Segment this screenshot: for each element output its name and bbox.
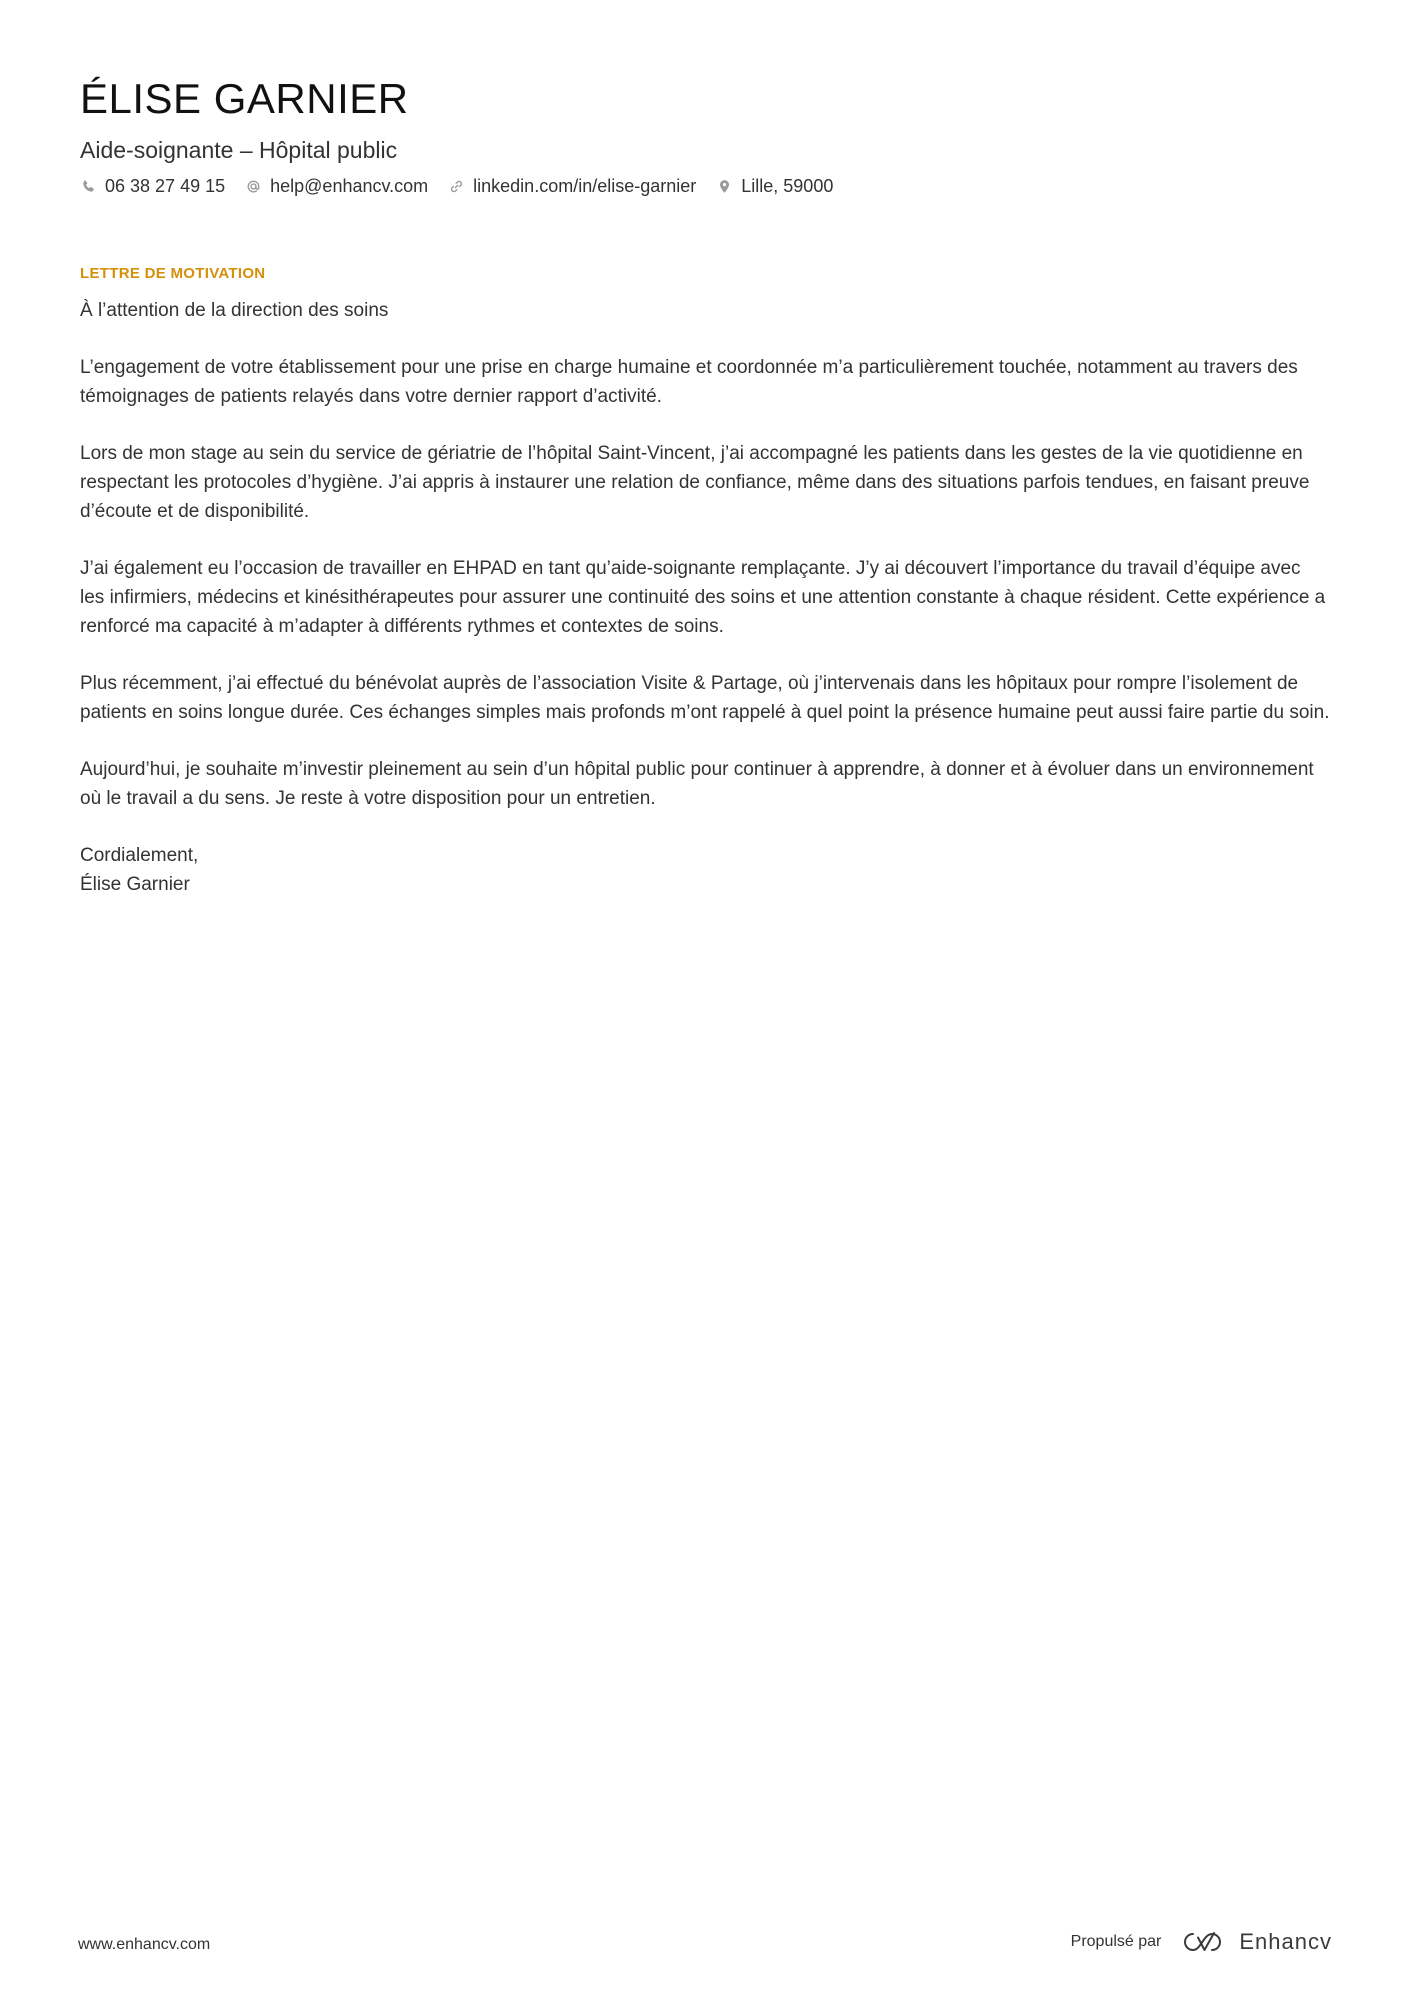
salutation: À l’attention de la direction des soins: [80, 300, 389, 321]
link-icon: [448, 178, 464, 194]
contact-linkedin: [448, 174, 696, 198]
section-title: LETTRE DE MOTIVATION: [80, 265, 266, 282]
candidate-name: ÉLISE GARNIER: [80, 75, 409, 122]
contact-bar: [80, 174, 1330, 198]
paragraph-5: Aujourd’hui, je souhaite m’investir pleinement au sein d’un hôpital public pour continuer à apprendre, à donner et à évoluer dans un environnement où le travail a du sens. Je reste à votre disposition pour un entretien.: [80, 759, 1314, 809]
signature: Élise Garnier: [80, 874, 190, 895]
contact-location: [716, 174, 833, 198]
paragraph-4: Plus récemment, j’ai effectué du bénévolat auprès de l’association Visite & Partage, où j’intervenais dans les hôpitaux pour rompre l’isolement de patients en soins longue durée. Ces échanges simples mais profonds m’ont rappelé à quel point la présence humaine peut aussi faire partie du soin.: [80, 673, 1330, 723]
linkedin-text: linkedin.com/in/elise-garnier: [473, 176, 697, 196]
enhancv-logo-icon: [1181, 1929, 1227, 1955]
letter-body: [80, 264, 1330, 899]
contact-email: [245, 174, 428, 198]
powered-by: [1071, 1929, 1332, 1955]
map-pin-icon: [716, 178, 732, 194]
contact-phone: [80, 174, 225, 198]
footer-url-link[interactable]: www.enhancv.com: [78, 1936, 211, 1953]
paragraph-3: J’ai également eu l’occasion de travailler en EHPAD en tant qu’aide-soignante remplaçante. J’y ai découvert l’importance du travail d’équipe avec les infirmiers, médecins et kinésithérapeutes pour assurer une continuité des soins et une attention constante à chaque résident. Cette expérience a renforcé ma capacité à m’adapter à différents rythmes et contextes de soins.: [80, 558, 1326, 637]
paragraph-2: Lors de mon stage au sein du service de gériatrie de l’hôpital Saint-Vincent, j’ai accompagné les patients dans les gestes de la vie quotidienne en respectant les protocoles d’hygiène. J’ai appris à instaurer une relation de confiance, même dans des situations parfois tendues, en faisant preuve d’écoute et de disponibilité.: [80, 443, 1310, 522]
brand-name: Enhancv: [1239, 1929, 1332, 1954]
powered-by-label: Propulsé par: [1070, 1933, 1162, 1950]
candidate-role: Aide-soignante – Hôpital public: [80, 137, 398, 163]
page-footer: [78, 1920, 1332, 1964]
phone-text: 06 38 27 49 15: [105, 176, 226, 196]
at-sign-icon: [245, 178, 261, 194]
closing-line: Cordialement,: [80, 845, 199, 866]
paragraph-1: L’engagement de votre établissement pour une prise en charge humaine et coordonnée m’a particulièrement touchée, notamment au travers des témoignages de patients relayés dans votre dernier rapport d’activité.: [80, 357, 1298, 407]
email-text: help@enhancv.com: [270, 176, 429, 196]
closing-block: [80, 841, 1330, 899]
location-text: Lille, 59000: [741, 176, 834, 196]
phone-icon: [80, 178, 96, 194]
letter-header: [80, 74, 1330, 198]
